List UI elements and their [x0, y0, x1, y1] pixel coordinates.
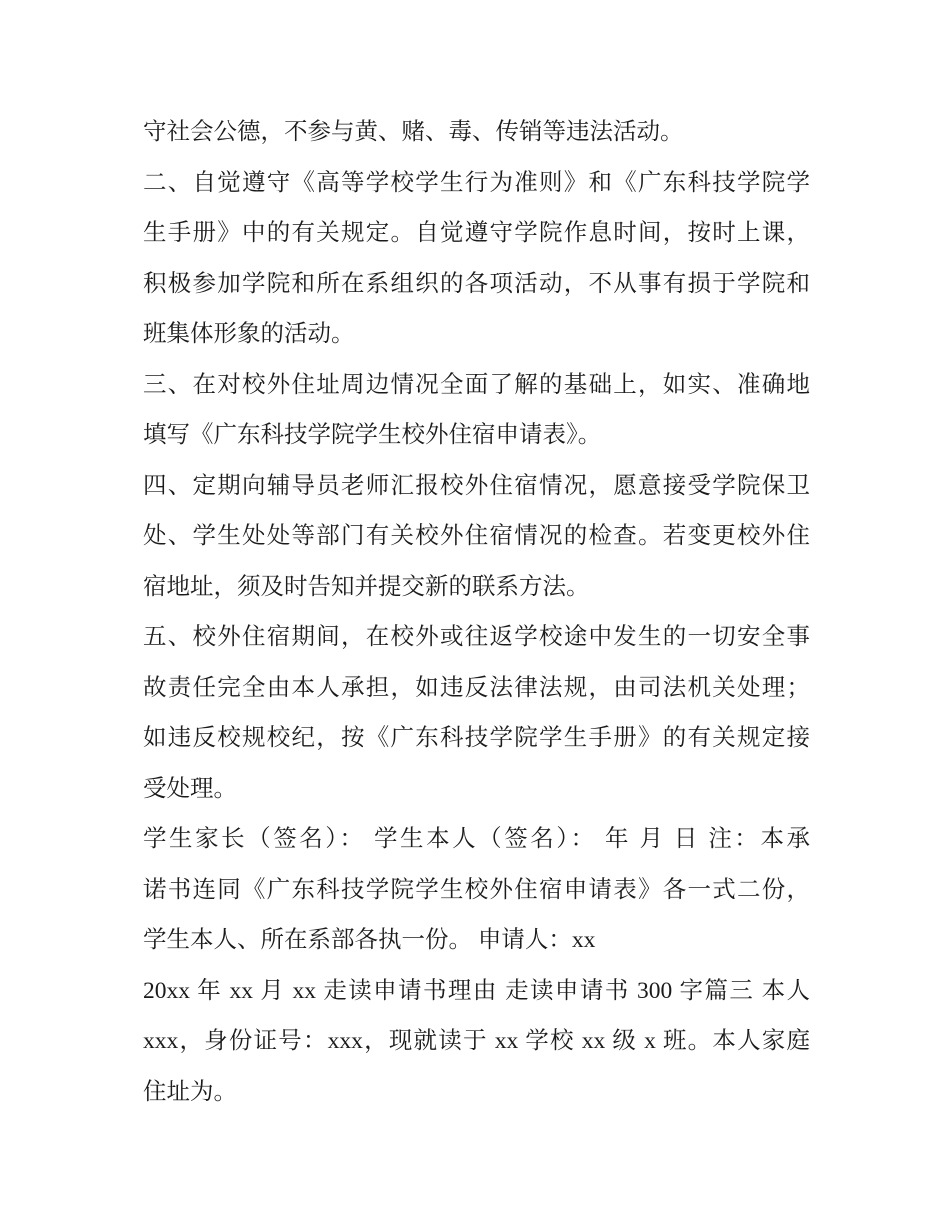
text-line: 生手册》中的有关规定。自觉遵守学院作息时间，按时上课， [143, 220, 810, 246]
text-line: 如违反校规校纪，按《广东科技学院学生手册》的有关规定接 [143, 725, 810, 751]
text-line: 积极参加学院和所在系组织的各项活动，不从事有损于学院和 [143, 270, 810, 297]
text-line: 五、校外住宿期间，在校外或往返学校途中发生的一切安全事 [143, 624, 810, 650]
text-line: 宿地址，须及时告知并提交新的联系方法。 [143, 573, 590, 600]
text-line: 四、定期向辅导员老师汇报校外住宿情况，愿意接受学院保卫 [143, 472, 810, 499]
text-line: 三、在对校外住址周边情况全面了解的基础上，如实、准确地 [143, 371, 810, 398]
text-line: 二、自觉遵守《高等学校学生行为准则》和《广东科技学院学 [143, 169, 810, 196]
text-line: 故责任完全由本人承担，如违反法律法规，由司法机关处理； [143, 674, 810, 701]
text-line: 填写《广东科技学院学生校外住宿申请表》。 [143, 422, 602, 448]
text-line: 班集体形象的活动。 [143, 321, 355, 347]
text-line: 20xx 年 xx 月 xx 走读申请书理由 走读申请书 300 字篇三 本人 [143, 977, 810, 1004]
text-line: 学生本人、所在系部各执一份。 申请人：xx [143, 927, 596, 953]
text-line: 守社会公德，不参与黄、赌、毒、传销等违法活动。 [143, 119, 684, 145]
text-line: 住址为。 [143, 1078, 237, 1105]
text-line: 处、学生处处等部门有关校外住宿情况的检查。若变更校外住 [143, 523, 810, 549]
text-line: 受处理。 [143, 775, 237, 802]
text-line: 诺书连同《广东科技学院学生校外住宿申请表》各一式二份， [143, 876, 810, 903]
document-body [143, 107, 810, 1117]
text-line: 学生家长（签名）： 学生本人（签名）： 年 月 日 注：本承 [143, 826, 810, 852]
text-line: xxx，身份证号：xxx，现就读于 xx 学校 xx 级 x 班。本人家庭 [143, 1028, 810, 1054]
